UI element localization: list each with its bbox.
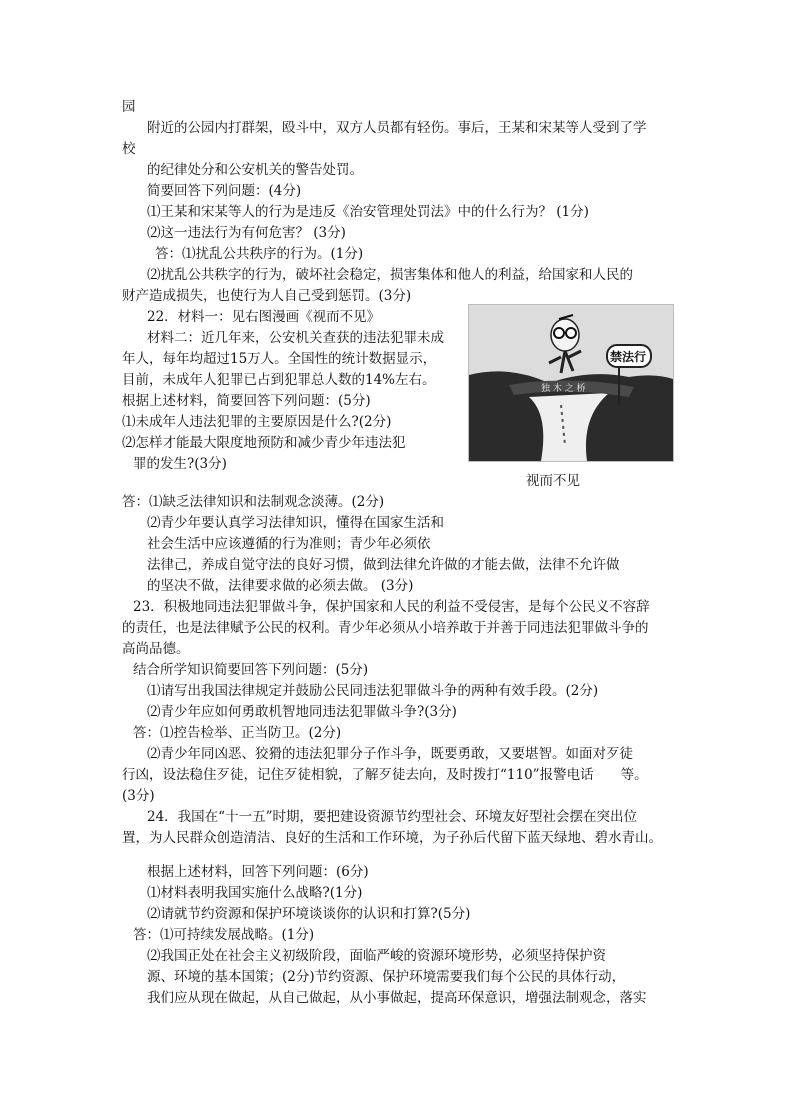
text-line: 罪的发生?(3分) bbox=[133, 456, 227, 472]
answer-line: 答：⑴扰乱公共秩序的行为。(1分) bbox=[155, 246, 364, 262]
text-line: 的纪律处分和公安机关的警告处罚。 bbox=[147, 162, 363, 178]
text-line: ⑴未成年人违法犯罪的主要原因是什么?(2分) bbox=[122, 414, 392, 430]
text-line: ⑴请写出我国法律规定并鼓励公民同违法犯罪做斗争的两种有效手段。(2分) bbox=[147, 683, 599, 699]
answer-line: 财产造成损失，也使行为人自己受到惩罚。(3分) bbox=[122, 288, 412, 304]
text-line: ⑴材料表明我国实施什么战略?(1分) bbox=[147, 885, 363, 901]
answer-line: ⑵青少年要认真学习法律知识，懂得在国家生活和 bbox=[147, 515, 444, 531]
text-line: 年人，每年均超过15万人。全国性的统计数据显示， bbox=[122, 351, 437, 367]
cartoon-illustration bbox=[468, 304, 674, 462]
text-line: 目前，未成年人犯罪已占到犯罪总人数的14%左右。 bbox=[122, 372, 436, 388]
text-line: 根据上述材料，简要回答下列问题：(5分) bbox=[122, 393, 371, 409]
cartoon-bridge-text: 独 木 之 桥 bbox=[541, 384, 586, 394]
answer-line: 源、环境的基本国策；(2分)节约资源、保护环境需要我们每个公民的具体行动， bbox=[147, 969, 626, 985]
answer-line: 社会生活中应该遵循的行为准则；青少年必须依 bbox=[147, 536, 431, 552]
answer-line: ⑵扰乱公共秩字的行为，破坏社会稳定，损害集体和他人的利益，给国家和人民的 bbox=[147, 267, 633, 283]
text-line: ⑵这一违法行为有何危害？ (3分) bbox=[147, 225, 346, 241]
text-line: ⑵怎样才能最大限度地预防和减少青少年违法犯 bbox=[122, 435, 406, 451]
answer-line: 答：⑴控告检举、正当防卫。(2分) bbox=[133, 725, 342, 741]
text-line: ⑵请就节约资源和保护环境谈谈你的认识和打算?(5分) bbox=[147, 906, 471, 922]
question-24-text: 24．我国在“十一五”时期，要把建设资源节约型社会、环境友好型社会摆在突出位 bbox=[147, 809, 637, 825]
text-line: 校 bbox=[122, 141, 136, 157]
text-line: 高尚品德。 bbox=[122, 641, 190, 657]
text-line: 结合所学知识简要回答下列问题：(5分) bbox=[133, 662, 369, 678]
answer-line: 行凶，设法稳住歹徒，记住歹徒相貌，了解歹徒去向，及时拨打“110”报警电话 等。 bbox=[122, 767, 648, 783]
text-line: 附近的公园内打群架，殴斗中，双方人员都有轻伤。事后，王某和宋某等人受到了学 bbox=[147, 120, 647, 136]
answer-line: 我们应从现在做起，从自己做起，从小事做起，提高环保意识，增强法制观念，落实 bbox=[147, 990, 647, 1006]
answer-line: 法律己，养成自觉守法的良好习惯，做到法律允许做的才能去做，法律不允许做 bbox=[147, 557, 620, 573]
answer-line: 答：⑴可持续发展战略。(1分) bbox=[133, 927, 315, 943]
answer-line: 的坚决不做，法律要求做的必须去做。 (3分) bbox=[147, 578, 414, 594]
text-line: ⑴王某和宋某等人的行为是违反《治安管理处罚法》中的什么行为？ (1分) bbox=[147, 204, 589, 220]
answer-line: 答：⑴缺乏法律知识和法制观念淡薄。(2分) bbox=[122, 494, 385, 510]
answer-line: (3分) bbox=[122, 788, 155, 804]
text-line: 根据上述材料，回答下列问题：(6分) bbox=[147, 864, 369, 880]
text-line: 置，为人民群众创造清洁、良好的生活和工作环境，为子孙后代留下蓝天绿地、碧水青山。 bbox=[122, 830, 662, 846]
text-line: 简要回答下列问题：(4分) bbox=[147, 183, 302, 199]
question-23-text: 23．积极地同违法犯罪做斗争，保护国家和人民的利益不受侵害，是每个公民义不容辞 bbox=[133, 599, 650, 615]
text-line: 园 bbox=[122, 99, 136, 115]
text-line: 材料二：近几年来，公安机关查获的违法犯罪未成 bbox=[147, 330, 444, 346]
cartoon-caption: 视而不见 bbox=[526, 473, 580, 489]
cartoon-sign-text: 禁法行 bbox=[610, 350, 647, 364]
text-line: ⑵青少年应如何勇敢机智地同违法犯罪做斗争?(3分) bbox=[147, 704, 457, 720]
answer-line: ⑵我国正处在社会主义初级阶段，面临严峻的资源环境形势，必须坚持保护资 bbox=[147, 948, 606, 964]
question-22-title: 22．材料一：见右图漫画《视而不见》 bbox=[147, 309, 381, 325]
text-line: 的责任，也是法律赋予公民的权利。青少年必须从小培养敢于并善于同违法犯罪做斗争的 bbox=[122, 620, 649, 636]
answer-line: ⑵青少年同凶恶、狡猾的违法犯罪分子作斗争，既要勇敢，又要堪智。如面对歹徒 bbox=[147, 746, 633, 762]
